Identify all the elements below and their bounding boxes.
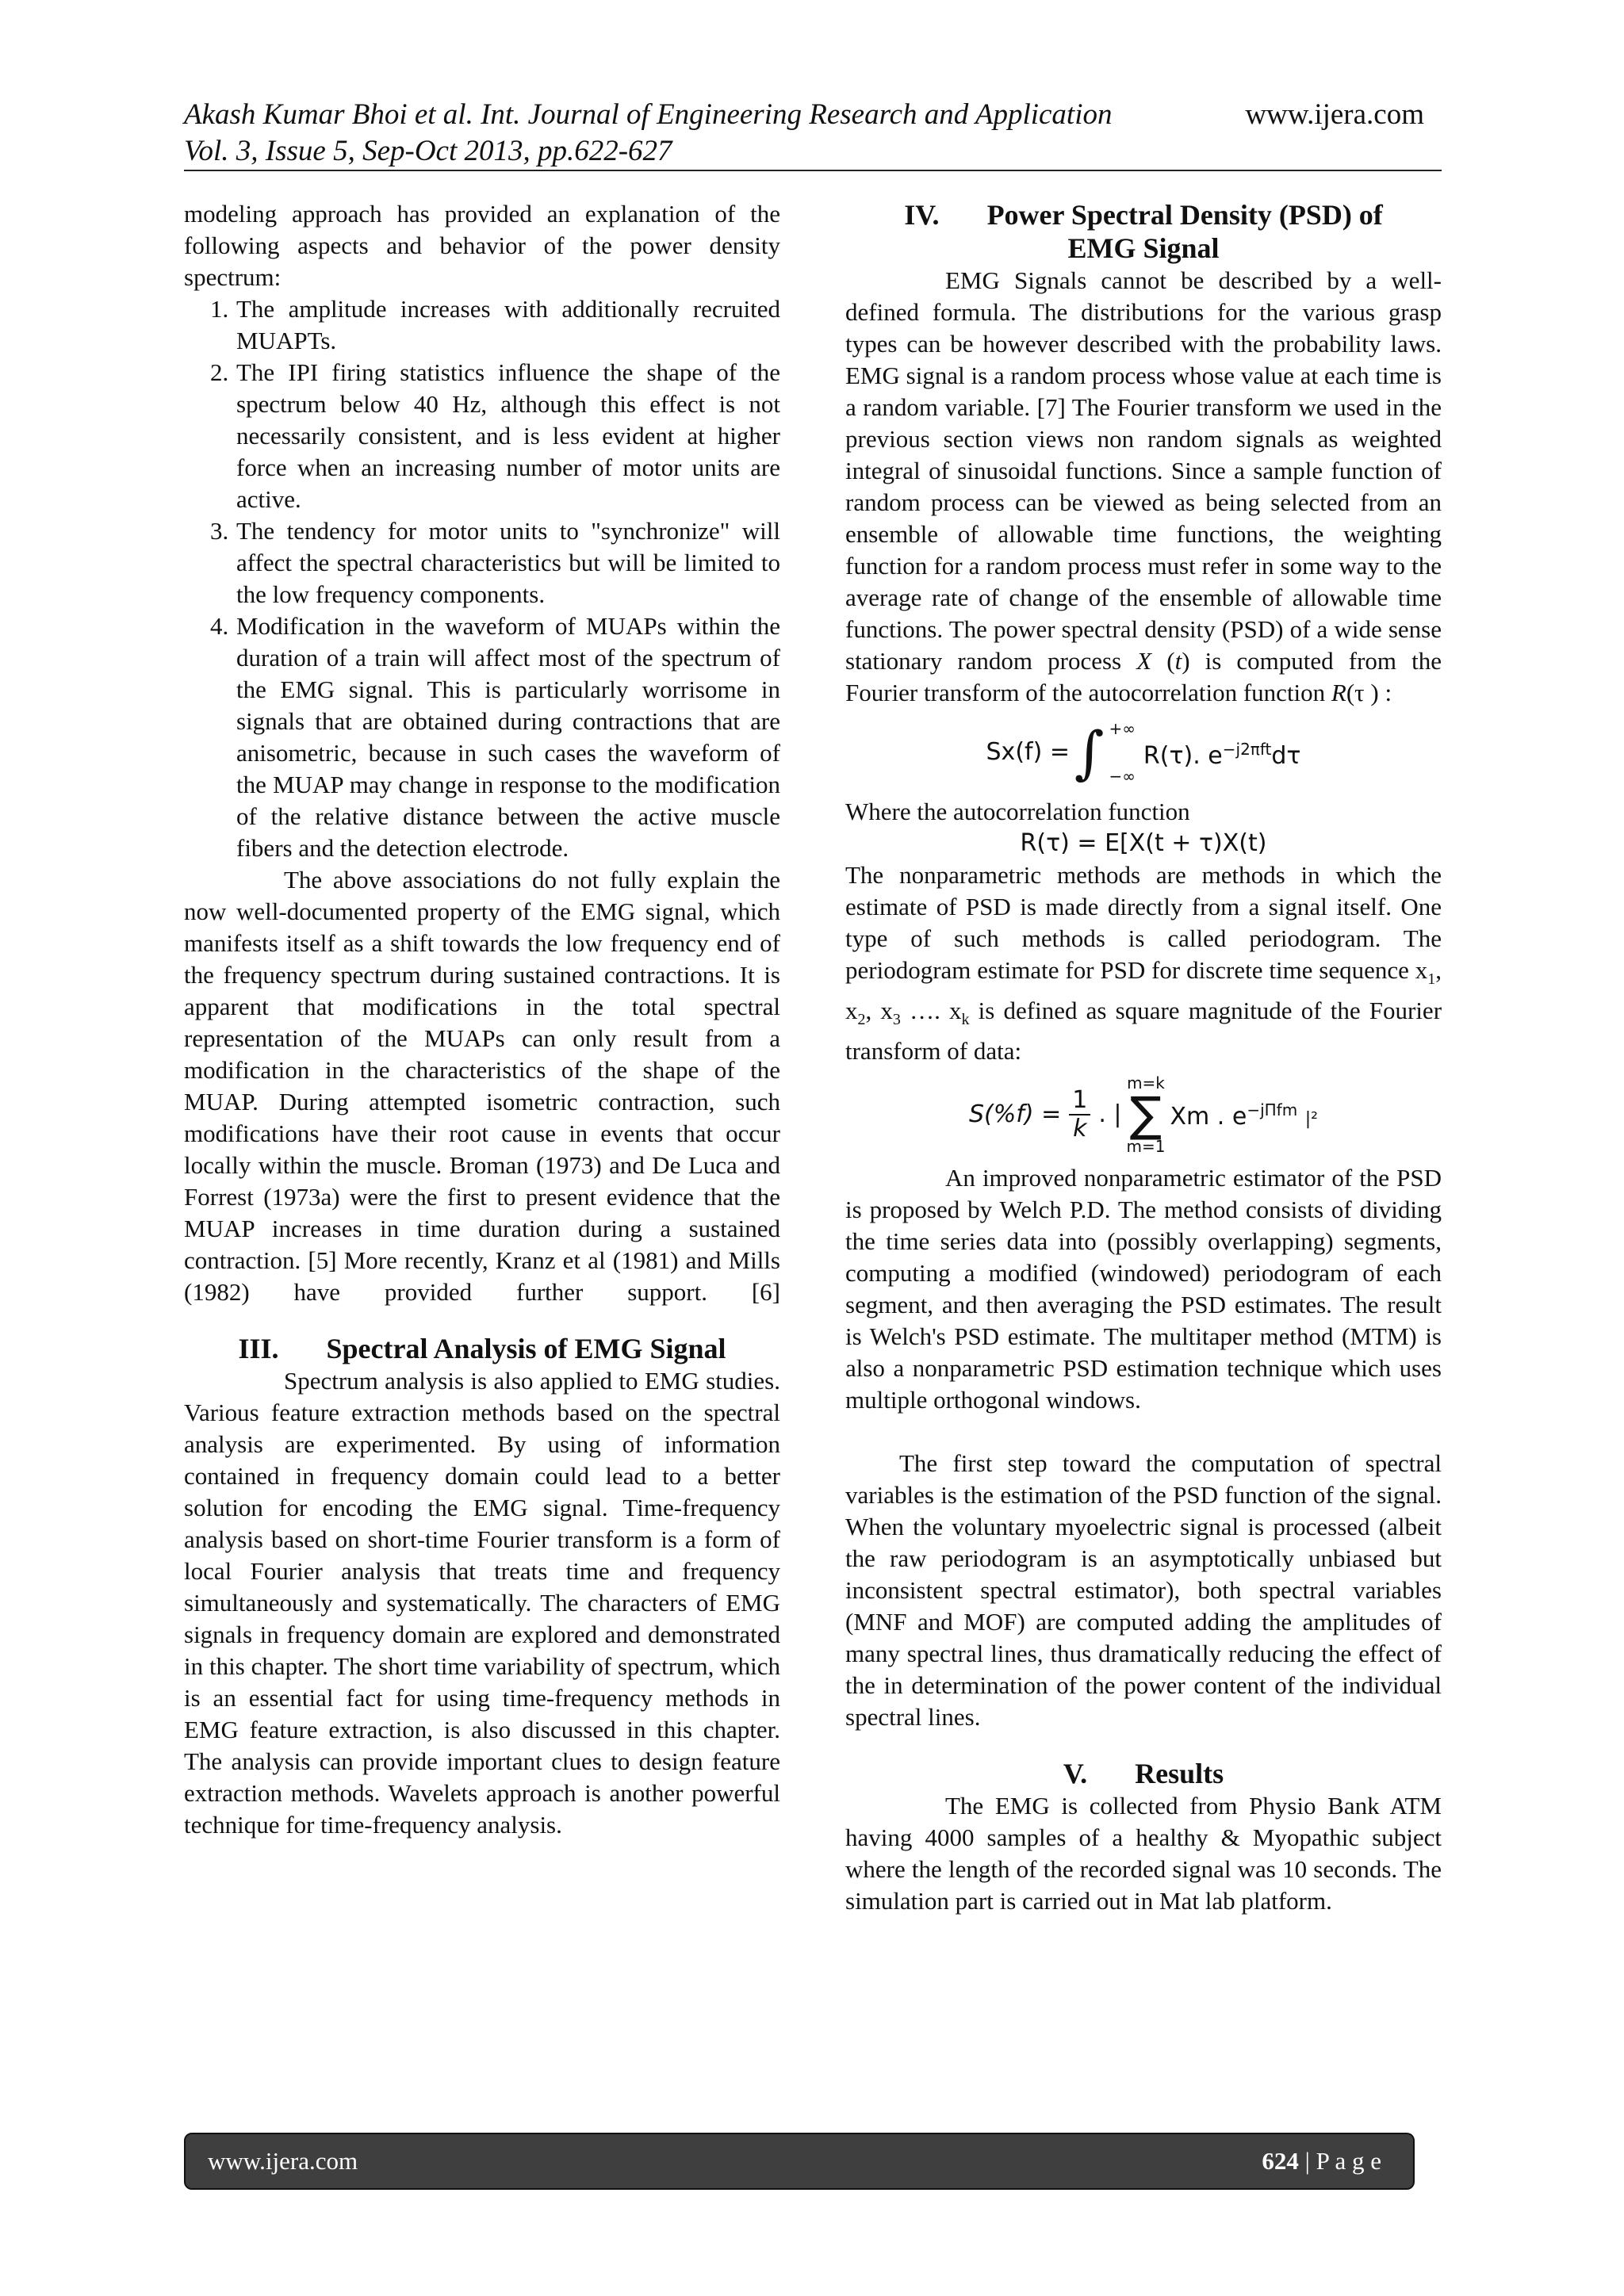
eq1-lower: −∞ [1109, 767, 1136, 786]
spectral-analysis-paragraph: Spectrum analysis is also applied to EMG studies. Various feature extraction methods based on the spectral analysis are experimented. By using of information contained in frequency domain could lead to a better solution for encoding the EMG signal. Time-frequency analysis based on short-time Fourier transform is a form of local Fourier analysis that treats time and frequency simultaneously and systematically. The characters of EMG signals in frequency domain are explored and demonstrated in this chapter. The short time variability of spectrum, which is an essential fact for using time-frequency methods in EMG feature extraction, is also discussed in this chapter. The analysis can provide important clues to design feature extraction methods. Wavelets approach is another powerful technique for time-frequency analysis. [184, 1367, 780, 1839]
associations-paragraph [184, 864, 780, 1308]
eq1-tail: dτ [1271, 741, 1301, 770]
seq-sub-1: 1 [1427, 970, 1436, 989]
page-number: 624 [1262, 2147, 1299, 2175]
reference-6: [6] [751, 1278, 781, 1306]
results-paragraph: The EMG is collected from Physio Bank ATM having 4000 samples of a healthy & Myopathic subject where the length of the recorded signal was 10 seconds. The simulation part is carried out in Mat lab platform. [845, 1792, 1442, 1915]
list-item: 4. Modification in the waveform of MUAPs within the duration of a train will affect most of the spectrum of the EMG signal. This is particularly worrisome in signals that are obtained during contractions that are anisometric, because in such cases the waveform of the MUAP may change in response to the modification of the relative distance between the active muscle fibers and the detection electrode. [235, 610, 780, 864]
list-item: 2. The IPI firing statistics influence the shape of the spectrum below 40 Hz, although this effect is not necessarily consistent, and is less evident at higher force when an increasing number of motor units are active. [235, 357, 780, 515]
list-item: 1. The amplitude increases with additionally recruited MUAPTs. [235, 293, 780, 357]
first-step-paragraph: The first step toward the computation of spectral variables is the estimation of the PSD function of the signal. When the voluntary myoelectric signal is processed (albeit the raw periodogram is an asymptotically unbiased but inconsistent spectral estimator), both spectral variables (MNF and MOF) are computed adding the amplitudes of many spectral lines, thus dramatically reducing the effect of the in determination of the power content of the individual spectral lines. [845, 1449, 1442, 1732]
eq1-exponent: −j2πft [1222, 739, 1272, 759]
page-label: | P a g e [1304, 2147, 1381, 2175]
equation-autocorrelation: R(τ) = E[X(t + τ)X(t) [1020, 829, 1267, 857]
eq3-fraction [1069, 1087, 1090, 1142]
seq-sub-2: 2 [857, 1011, 866, 1029]
eq1-limits [1109, 713, 1135, 792]
eq3-body [1170, 1094, 1318, 1135]
header-citation-line2: Vol. 3, Issue 5, Sep-Oct 2013, pp.622-627 [184, 135, 672, 167]
header-citation-line1: Akash Kumar Bhoi et al. Int. Journal of Engineering Research and Application [184, 98, 1113, 131]
eq3-lower: m=1 [1126, 1137, 1166, 1157]
left-column [184, 198, 780, 1841]
eq3-exponent: −jΠfm [1247, 1100, 1298, 1120]
eq3-sum [1127, 1074, 1166, 1155]
equation-psd [845, 709, 1442, 796]
seq-sub-k: k [961, 1011, 970, 1029]
page-footer [184, 2133, 1415, 2190]
intro-paragraph: modeling approach has provided an explanation of the following aspects and behavior of the power density spectrum: [184, 200, 780, 291]
running-header [184, 97, 1424, 173]
section-5-number: V. [1063, 1758, 1088, 1790]
psd-var-r: R [1331, 679, 1346, 706]
integral-sign-icon: ∫ [1074, 719, 1105, 786]
eq3-denominator: k [1073, 1115, 1087, 1143]
header-rule [184, 170, 1442, 171]
psd-var-t: t [1174, 647, 1182, 675]
section-5-title: Results [1135, 1758, 1224, 1790]
eq3-body-text: Xm . e [1170, 1103, 1247, 1131]
nonparam-tail: is defined as square magnitude of the Fourier transform of data: [845, 997, 1442, 1066]
section-5-heading [845, 1757, 1442, 1790]
psd-tau: (τ ) : [1346, 679, 1392, 706]
eq3-mid: . | [1098, 1100, 1122, 1129]
psd-text-b: is computed from the Fourier transform of the autocorrelation function [845, 647, 1442, 706]
psd-var-x: X [1136, 647, 1152, 675]
eq3-upper: m=k [1127, 1073, 1165, 1093]
seq-x3: , x [865, 997, 893, 1025]
section-4-number: IV. [904, 199, 940, 231]
summation-sign-icon: ∑ [1129, 1087, 1162, 1143]
nonparametric-paragraph [845, 859, 1442, 1067]
right-column [845, 198, 1442, 1917]
header-website-link[interactable]: www.ijera.com [1245, 98, 1424, 131]
eq3-end: |² [1304, 1109, 1318, 1130]
seq-x2: , x [845, 956, 1442, 1025]
eq1-upper: +∞ [1109, 719, 1136, 738]
seq-sub-3: 3 [892, 1011, 901, 1029]
footer-website-link[interactable]: www.ijera.com [208, 2147, 358, 2175]
list-item: 3. The tendency for motor units to "synchronize" will affect the spectral characteristics but will be limited to the low frequency components. [235, 515, 780, 610]
section-4-heading [845, 198, 1442, 265]
nonparam-text: The nonparametric methods are methods in which the estimate of PSD is made directly from a signal itself. One type of such methods is called periodogram. The periodogram estimate for PSD for discrete time sequence x [845, 861, 1442, 984]
eq1-lhs: Sx(f) = [986, 738, 1070, 766]
aspects-list [184, 293, 780, 864]
eq3-lhs: S(%f) = [969, 1100, 1062, 1129]
eq1-body-text: R(τ). e [1143, 741, 1223, 770]
section-4-title-line2: EMG Signal [1067, 232, 1220, 264]
psd-text-a: EMG Signals cannot be described by a well-defined formula. The distributions for the various grasp types can be however described with the probability laws. EMG signal is a random process whose value at each time is a random variable. [7] The Fourier transform we used in the previous section views non random signals as weighted integral of sinusoidal functions. Since a sample function of random process can be viewed as being selected from an ensemble of allowable time functions, the weighting function for a random process must refer in some way to the average rate of change of the ensemble of allowable time functions. The power spectral density (PSD) of a wide sense stationary random process [845, 266, 1442, 675]
seq-dots: …. x [900, 997, 962, 1025]
section-4-title-line1: Power Spectral Density (PSD) of [986, 199, 1383, 231]
section-3-heading [184, 1332, 780, 1365]
psd-paragraph: EMG Signals cannot be described by a well-defined formula. The distributions for the various grasp types can be however described with the probability laws. EMG signal is a random process whose value at each time is a random variable. [7] The Fourier transform we used in the previous section views non random signals as weighted integral of sinusoidal functions. Since a sample function of random process can be viewed as being selected from an ensemble of allowable time functions, the weighting function for a random process must refer in some way to the average rate of change of the ensemble of allowable time functions. The power spectral density (PSD) of a wide sense stationary random process X (t) is computed from the Fourier transform of the autocorrelation function R(τ ) : [845, 266, 1442, 706]
eq3-numerator: 1 [1069, 1087, 1090, 1115]
associations-text: The above associations do not fully explain the now well-documented property of the EMG signal, which manifests itself as a shift towards the low frequency end of the frequency spectrum during sustained contractions. It is apparent that modifications in the total spectral representation of the MUAPs can only result from a modification in the characteristics of the shape of the MUAP. During attempted isometric contraction, such modifications have their root cause in events that occur locally within the muscle. Broman (1973) and De Luca and Forrest (1973a) were the first to present evidence that the MUAP increases in time duration during a sustained contraction. [5] More recently, Kranz et al (1981) and Mills (1982) have provided further support. [184, 866, 780, 1306]
equation-periodogram [845, 1067, 1442, 1162]
welch-paragraph: An improved nonparametric estimator of the PSD is proposed by Welch P.D. The method consists of dividing the time series data into (possibly overlapping) segments, computing a modified (windowed) periodogram of each segment, and then averaging the PSD estimates. The result is Welch's PSD estimate. The multitaper method (MTM) is also a nonparametric PSD estimation technique which uses multiple orthogonal windows. [845, 1164, 1442, 1414]
eq1-body [1143, 733, 1301, 772]
section-3-number: III. [238, 1333, 279, 1364]
section-3-title: Spectral Analysis of EMG Signal [326, 1333, 726, 1364]
autocorr-label: Where the autocorrelation function [845, 798, 1190, 825]
footer-page-indicator [1262, 2147, 1381, 2175]
